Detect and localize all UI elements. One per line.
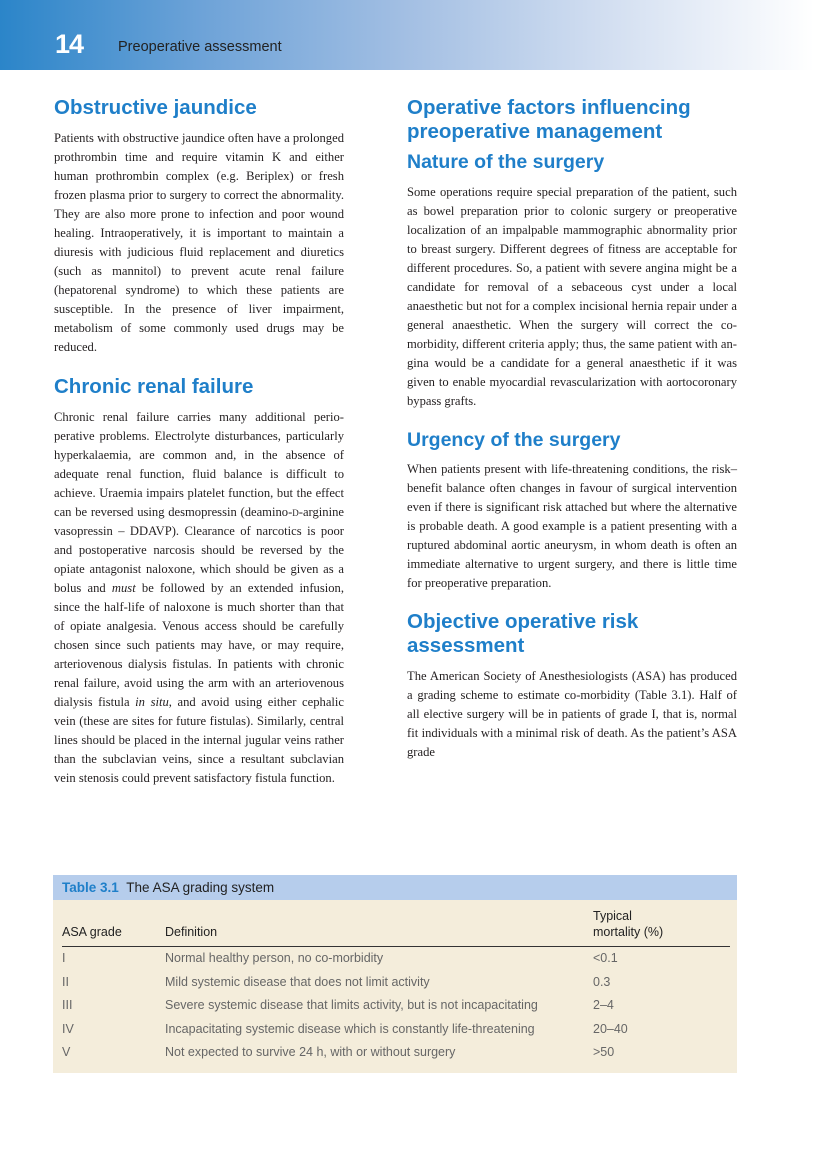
table-header-row [62, 900, 730, 947]
main-heading-operative-factors: Operative factors influencing preoperative management [407, 96, 691, 143]
paragraph-chronic-renal-failure [54, 408, 344, 788]
right-column [407, 96, 737, 762]
table-label: Table 3.1 [62, 880, 119, 895]
table-row [62, 971, 730, 995]
text-run: , and avoid using either cephalic vein (these are sites for future fistulas). Similarly, central lines should be placed in the internal jugular veins rather than the subclavian veins, since a resultant subclavian vein stenosis could prevent satisfactory fistula function. [54, 695, 344, 785]
paragraph-objective-risk: The American Society of Anesthesiologists (ASA) has produced a grading scheme to estimate co-morbidity (Table 3.1). Half of all elective surgery will be in patients of grade I, that is, normal fit individuals with a minimal risk of death. As the patient’s ASA grade [407, 669, 737, 759]
cell-definition: Incapacitating systemic disease which is constantly life-threatening [165, 1021, 535, 1036]
cell-definition: Normal healthy person, no co-morbidity [165, 951, 384, 965]
running-head: Preoperative assessment [118, 39, 282, 55]
column-header-mortality [593, 900, 730, 947]
text-run: be followed by an extended infusion, since the half-life of naloxone is much shorter than that of opiate analgesia. Venous access should be carefully chosen since such patients may have, or may require, arteriovenous dialysis fistulas. In patients with chronic renal failure, avoid using the arm with an arteriovenous dialysis fistula [54, 581, 344, 709]
text-run-italic: must [111, 581, 136, 595]
section-heading-objective-risk: Objective operative risk assessment [407, 610, 639, 657]
table-caption [53, 875, 737, 900]
table-row [62, 947, 730, 971]
text-run: Chronic renal failure carries many additional perioperative problems. Electrolyte disturbances, particularly hyperkalaemia, are common and, in the absence of adequate renal function, fluid balance is difficult to achieve. Uraemia impairs platelet function, but the effect can be reversed using desmopressin (deamino- [54, 410, 344, 519]
table-title: The ASA grading system [126, 880, 275, 895]
paragraph-nature-of-surgery: Some operations require special preparation of the patient, such as bowel preparation prior to colonic surgery or preoperative localization of an impalpable mammographic abnormality prior to breast surgery. Different degrees of fitness are acceptable for different procedures. So, a patient with severe angina might be a candidate for removal of a sebaceous cyst under a local anaesthetic but not for a complex incisional hernia repair under a general anaesthetic. When the surgery will correct the co-morbidity, different criteria apply; thus, the same patient with angina would be a candidate for a general anaesthetic if it was given to enable myocardial revascularization with aortocoronary bypass grafts. [407, 185, 737, 408]
cell-mortality: 0.3 [593, 974, 611, 989]
table-row [62, 1041, 730, 1065]
cell-grade: V [62, 1045, 71, 1059]
cell-mortality: 20–40 [593, 1021, 628, 1036]
section-heading-nature-of-surgery: Nature of the surgery [407, 151, 605, 173]
column-header-definition: Definition [165, 900, 593, 947]
section-heading-urgency-of-surgery: Urgency of the surgery [407, 429, 621, 451]
page-header-band [0, 0, 814, 70]
paragraph-obstructive-jaundice: Patients with obstructive jaundice often have a prolonged prothrombin time and require vitamin K and either human prothrombin complex (e.g. Beriplex) or fresh frozen plasma prior to surgery to correct the abnormality. They are also more prone to infection and poor wound healing. Intraoperatively, it is important to maintain a diuresis with judicious fluid replacement and diuretics (such as mannitol) to prevent acute renal failure (hepatorenal syndrome) to which these patients are susceptible. In the presence of liver impairment, metabolism of some commonly used drugs may be reduced. [54, 131, 344, 354]
cell-grade: I [62, 951, 66, 965]
page-number: 14 [55, 29, 84, 59]
left-column [54, 96, 344, 788]
header-line: Typical [593, 909, 632, 923]
text-run-italic: in situ [135, 695, 169, 709]
text-run-smallcaps: d [292, 505, 299, 519]
cell-grade: III [62, 998, 73, 1012]
cell-mortality: <0.1 [593, 951, 618, 965]
table-asa-grading [53, 875, 737, 1073]
cell-mortality: >50 [593, 1045, 615, 1059]
cell-definition: Mild systemic disease that does not limit activity [165, 974, 430, 989]
column-header-grade: ASA grade [62, 900, 165, 947]
table-row [62, 1018, 730, 1042]
cell-grade: IV [62, 1021, 74, 1036]
cell-definition: Severe systemic disease that limits activity, but is not incapacitating [165, 998, 538, 1012]
text-run: -arginine vasopressin – DDAVP). Clearance of narcotics is poor and postoperative narcosis should be reversed by the opiate antagonist naloxone, which should be given as a bolus and [54, 505, 344, 595]
section-heading-chronic-renal-failure: Chronic renal failure [54, 375, 254, 398]
section-heading-obstructive-jaundice: Obstructive jaundice [54, 96, 257, 119]
paragraph-urgency-of-surgery: When patients present with life-threatening conditions, the risk–benefit balance often changes in favour of surgical intervention even if there is significant risk attached but where the alternative is probable death. A good example is a patient presenting with a ruptured abdominal aortic aneurysm, in whom death is often an immediate alternative to urgent surgery, and there is little time for preoperative preparation. [407, 462, 737, 590]
cell-definition: Not expected to survive 24 h, with or without surgery [165, 1045, 456, 1059]
table-row [62, 994, 730, 1018]
header-line: mortality (%) [593, 925, 664, 939]
cell-mortality: 2–4 [593, 998, 614, 1012]
asa-table [62, 900, 730, 1065]
cell-grade: II [62, 974, 69, 989]
